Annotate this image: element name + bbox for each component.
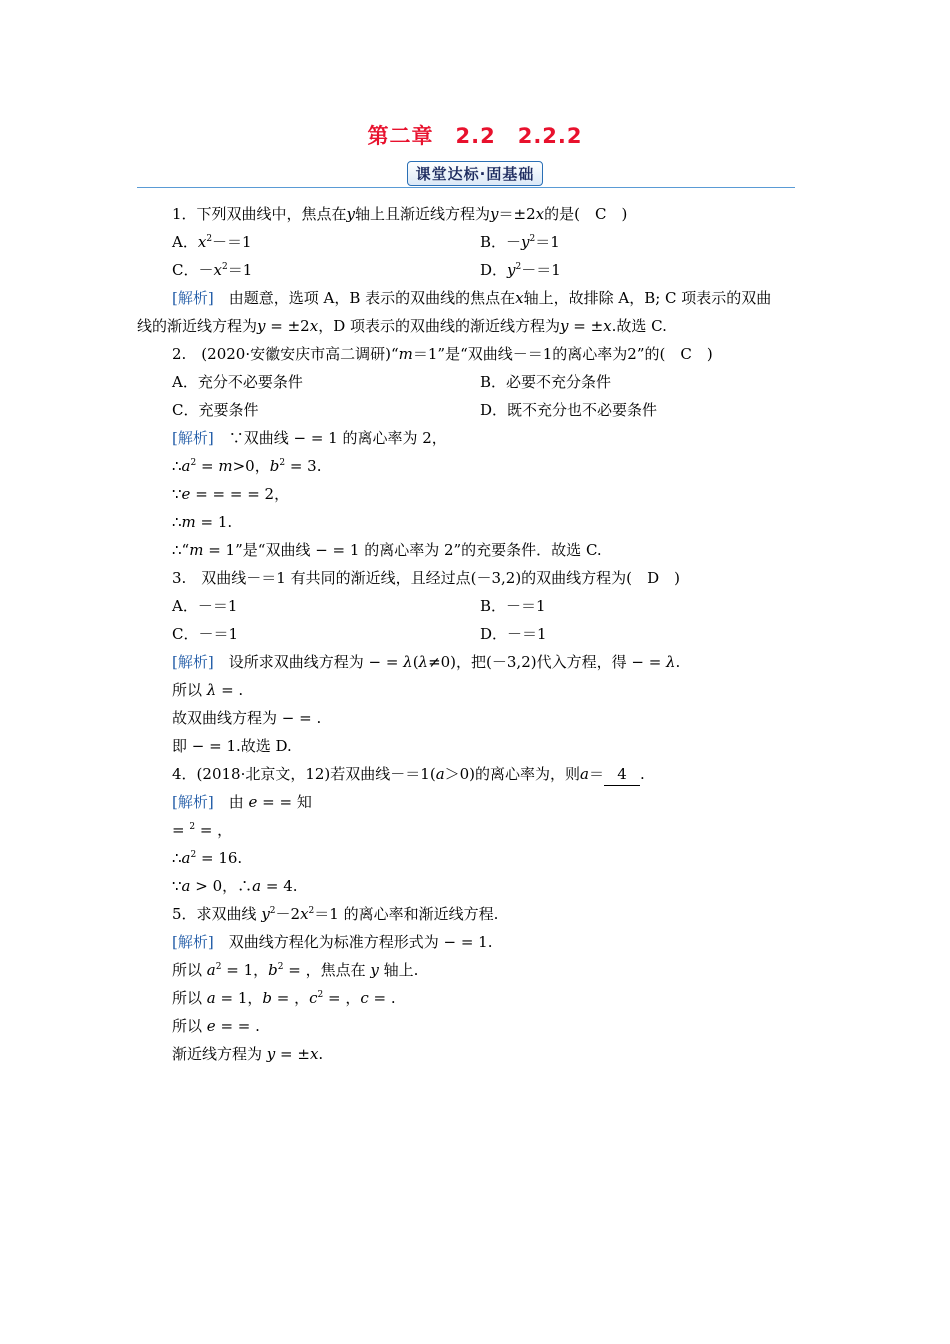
q2-option-d: D．既不充分也不必要条件 bbox=[480, 401, 658, 419]
q5-solution-line4: 所以 e = = . bbox=[172, 1017, 260, 1035]
q4-solution-line4: ∵a > 0，∴a = 4. bbox=[172, 877, 298, 895]
q4-solution-line2: = $^2$ = ， bbox=[172, 821, 233, 839]
chapter-title: 第二章 2.2 2.2.2 bbox=[367, 124, 583, 148]
q2-solution-line5: ∴“m = 1”是“双曲线 − = 1 的离心率为 2”的充要条件．故选 C. bbox=[172, 541, 602, 559]
solution-tag: [解析] bbox=[172, 793, 214, 811]
q4-stem: 4．(2018·北京文，12)若双曲线－＝1(a＞0)的离心率为，则a＝ 4 . bbox=[172, 763, 645, 786]
q1-option-b: B．$-y^2=1$ bbox=[480, 233, 560, 251]
q3-solution-line3: 故双曲线方程为 − = . bbox=[172, 709, 322, 727]
q4-solution-line1: [解析] 由 e = = 知 bbox=[172, 793, 312, 811]
q3-answer: D bbox=[647, 569, 660, 587]
q2-option-a: A．充分不必要条件 bbox=[172, 373, 303, 391]
q3-solution-line1: [解析] 设所求双曲线方程为 − = λ(λ≠0)，把(－3,2)代入方程，得 − = λ. bbox=[172, 653, 681, 671]
q1-solution-line2: 线的渐近线方程为y = ±2x，D 项表示的双曲线的渐近线方程为y = ±x.故选 C. bbox=[137, 317, 667, 335]
q3-option-b: B．－＝1 bbox=[480, 597, 546, 615]
q5-solution-line5: 渐近线方程为 y = ±x. bbox=[172, 1045, 324, 1063]
solution-tag: [解析] bbox=[172, 653, 214, 671]
q2-answer: C bbox=[680, 345, 692, 363]
q3-option-a: A．－＝1 bbox=[172, 597, 238, 615]
q3-solution-line4: 即 − = 1.故选 D. bbox=[172, 737, 292, 755]
q5-solution-line2: 所以 $a^2 = 1$，$b^2$ = ，焦点在 y 轴上. bbox=[172, 961, 419, 979]
q3-solution-line2: 所以 λ = . bbox=[172, 681, 244, 699]
q2-solution-line4: ∴m = 1. bbox=[172, 513, 233, 531]
q1-option-d: D．$y^2-=1$ bbox=[480, 261, 561, 279]
q2-option-b: B．必要不充分条件 bbox=[480, 373, 612, 391]
q1-answer: C bbox=[595, 205, 607, 223]
q1-solution-line1: [解析] 由题意，选项 A，B 表示的双曲线的焦点在x轴上，故排除 A，B; C 项表示的双曲 bbox=[172, 289, 772, 307]
q2-solution-line3: ∵e = = = = 2， bbox=[172, 485, 290, 503]
q4-solution-line3: $\therefore a^2 = 16$. bbox=[172, 849, 243, 867]
section-badge-wrap bbox=[0, 161, 950, 186]
q1-option-c: C．$-x^2=1$ bbox=[172, 261, 253, 279]
q4-answer-blank: 4 bbox=[604, 763, 640, 786]
q2-option-c: C．充要条件 bbox=[172, 401, 259, 419]
section-badge: 课堂达标·固基础 bbox=[407, 161, 544, 186]
q2-stem: 2. (2020·安徽安庆市高二调研)“m＝1”是“双曲线－＝1的离心率为2”的( C ) bbox=[172, 345, 713, 363]
solution-tag: [解析] bbox=[172, 289, 214, 307]
q3-stem: 3. 双曲线－＝1 有共同的渐近线，且经过点(－3,2)的双曲线方程为( D ) bbox=[172, 569, 680, 587]
q1-stem: 1．下列双曲线中，焦点在y轴上且渐近线方程为y＝±2x的是( C ) bbox=[172, 205, 628, 223]
q5-solution-line1: [解析] 双曲线方程化为标准方程形式为 − = 1. bbox=[172, 933, 493, 951]
q3-option-d: D．－＝1 bbox=[480, 625, 547, 643]
q2-solution-line1: [解析] ∵双曲线 − = 1 的离心率为 2， bbox=[172, 429, 447, 447]
solution-tag: [解析] bbox=[172, 429, 214, 447]
header-rule bbox=[137, 187, 795, 188]
q3-option-c: C．－＝1 bbox=[172, 625, 239, 643]
solution-tag: [解析] bbox=[172, 933, 214, 951]
q2-solution-line2: $\therefore a^2 = m>0$，$b^2 = 3$. bbox=[172, 457, 322, 475]
q5-stem: 5．求双曲线 $y^2-2x^2=1$ 的离心率和渐近线方程. bbox=[172, 905, 499, 923]
q1-option-a: A．$x^2-=1$ bbox=[172, 233, 252, 251]
q5-solution-line3: 所以 a = 1，b = ，$c^2$ = ，c = . bbox=[172, 989, 396, 1007]
